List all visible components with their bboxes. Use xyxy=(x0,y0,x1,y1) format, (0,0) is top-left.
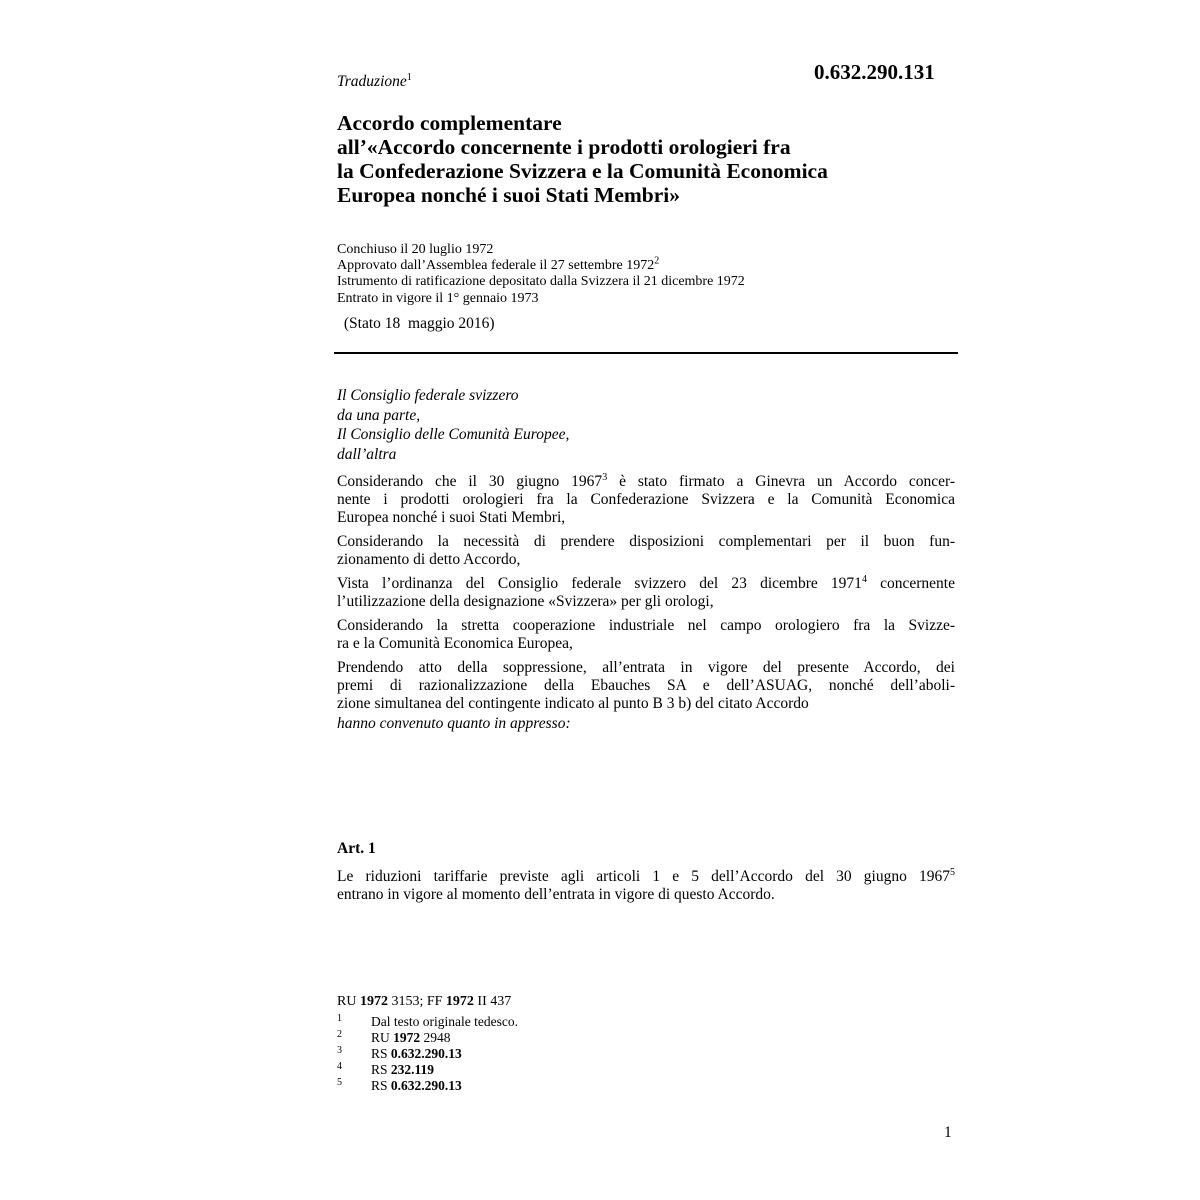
text-line xyxy=(337,575,955,593)
text-line: Considerando la necessità di prendere disposizioni complementari per il buon fun- xyxy=(337,533,955,550)
footnote-number: 4 xyxy=(337,1061,342,1072)
text-line: entrano in vigore al momento dell’entrata in vigore di questo Accordo. xyxy=(337,886,775,903)
text-span: RS xyxy=(371,1046,391,1061)
text-span: 2948 xyxy=(420,1030,451,1045)
footnote-ref-5[interactable]: 5 xyxy=(950,866,955,878)
footnote-number: 5 xyxy=(337,1077,342,1088)
footnote-text xyxy=(371,1046,462,1062)
text-line: zione simultanea del contingente indicato al punto B 3 b) del citato Accordo xyxy=(337,695,809,712)
text-line: zionamento di detto Accordo, xyxy=(337,551,521,568)
text-span: è stato firmato a Ginevra un Accordo concer- xyxy=(607,473,955,490)
text-span: concernente xyxy=(866,575,955,592)
text-line: Considerando la stretta cooperazione industriale nel campo orologiero fra la Svizze- xyxy=(337,617,955,634)
document-title xyxy=(337,111,957,207)
text-line: Prendendo atto della soppressione, all’entrata in vigore del presente Accordo, dei xyxy=(337,659,955,676)
text-span: Vista l’ordinanza del Consiglio federale svizzero del 23 dicembre 1971 xyxy=(337,575,862,592)
translation-label: Traduzione xyxy=(337,73,407,90)
article-body xyxy=(337,868,955,904)
ff-year: 1972 xyxy=(445,994,474,1009)
text-line: premi di razionalizzazione della Ebauches SA e dell’ASUAG, nonché dell’aboli- xyxy=(337,677,955,694)
text-line xyxy=(337,473,955,491)
intro-line: dall’altra xyxy=(337,445,397,463)
title-line: Europea nonché i suoi Stati Membri» xyxy=(337,183,681,207)
convened-clause: hanno convenuto quanto in appresso: xyxy=(337,715,571,732)
footnote-ref-4[interactable]: 4 xyxy=(861,573,867,585)
approved-text: Approvato dall’Assemblea federale il 27 settembre 1972 xyxy=(337,258,655,274)
document-label xyxy=(337,73,412,91)
preamble-paragraph xyxy=(337,659,955,713)
footnote-ref-3[interactable]: 3 xyxy=(602,471,608,483)
title-line: Accordo complementare xyxy=(337,111,562,135)
footnote-text xyxy=(371,1078,462,1094)
text-span: 0.632.290.13 xyxy=(390,1078,462,1093)
preamble-paragraph xyxy=(337,533,955,569)
in-force-date: Entrato in vigore il 1° gennaio 1973 xyxy=(337,290,539,306)
text-line: nente i prodotti orologieri fra la Confederazione Svizzera e la Comunità Economica xyxy=(337,491,955,508)
text-line: ra e la Comunità Economica Europea, xyxy=(337,635,573,652)
title-line: la Confederazione Svizzera e la Comunità Economica xyxy=(337,159,828,183)
text-span: Le riduzioni tariffarie previste agli articoli 1 e 5 dell’Accordo del 30 giugno 1967 xyxy=(337,868,950,885)
preamble xyxy=(337,473,955,733)
text-line: l’utilizzazione della designazione «Svizzera» per gli orologi, xyxy=(337,593,714,610)
preamble-paragraph xyxy=(337,575,955,611)
sr-number: 0.632.290.131 xyxy=(814,60,935,84)
preamble-paragraph xyxy=(337,617,955,653)
approved-date xyxy=(337,255,745,274)
footnote-text xyxy=(371,1030,451,1046)
text-span: 232.119 xyxy=(390,1062,435,1077)
intro-line: Il Consiglio federale svizzero xyxy=(337,387,519,404)
text-span: RU xyxy=(337,994,360,1009)
text-span: 3153; FF xyxy=(387,994,446,1009)
footnote-number: 2 xyxy=(337,1029,342,1040)
text-span: II 437 xyxy=(473,994,512,1009)
footnote-text xyxy=(371,1062,434,1078)
title-line: all’«Accordo concernente i prodotti orologieri fra xyxy=(337,135,791,159)
text-span: 1972 xyxy=(393,1030,421,1045)
footnote-text: Dal testo originale tedesco. xyxy=(371,1014,518,1029)
text-line xyxy=(337,868,955,886)
parties-intro xyxy=(337,386,569,464)
intro-line: da una parte, xyxy=(337,406,421,424)
footnote-number: 1 xyxy=(337,1013,342,1024)
publication-source xyxy=(337,994,511,1010)
intro-line: Il Consiglio delle Comunità Europee, xyxy=(337,426,570,443)
footnote-ref-1[interactable]: 1 xyxy=(406,71,412,83)
header-divider xyxy=(334,352,958,354)
enactment-metadata xyxy=(337,242,745,307)
page-number: 1 xyxy=(944,1124,952,1141)
text-line: Europea nonché i suoi Stati Membri, xyxy=(337,509,566,526)
ru-year: 1972 xyxy=(359,994,388,1009)
text-span: RU xyxy=(371,1030,394,1045)
text-span: 0.632.290.13 xyxy=(390,1046,462,1061)
text-span: RS xyxy=(371,1078,391,1093)
text-span: Considerando che il 30 giugno 1967 xyxy=(337,473,603,490)
concluded-date: Conchiuso il 20 luglio 1972 xyxy=(337,242,494,257)
preamble-paragraph xyxy=(337,473,955,527)
footnote-ref-2[interactable]: 2 xyxy=(654,255,660,267)
article-heading: Art. 1 xyxy=(337,840,376,857)
footnote-number: 3 xyxy=(337,1045,342,1056)
status-date: (Stato 18 maggio 2016) xyxy=(340,315,495,332)
ratification-date: Istrumento di ratificazione depositato dalla Svizzera il 21 dicembre 1972 xyxy=(337,274,745,290)
text-span: RS xyxy=(371,1062,391,1077)
